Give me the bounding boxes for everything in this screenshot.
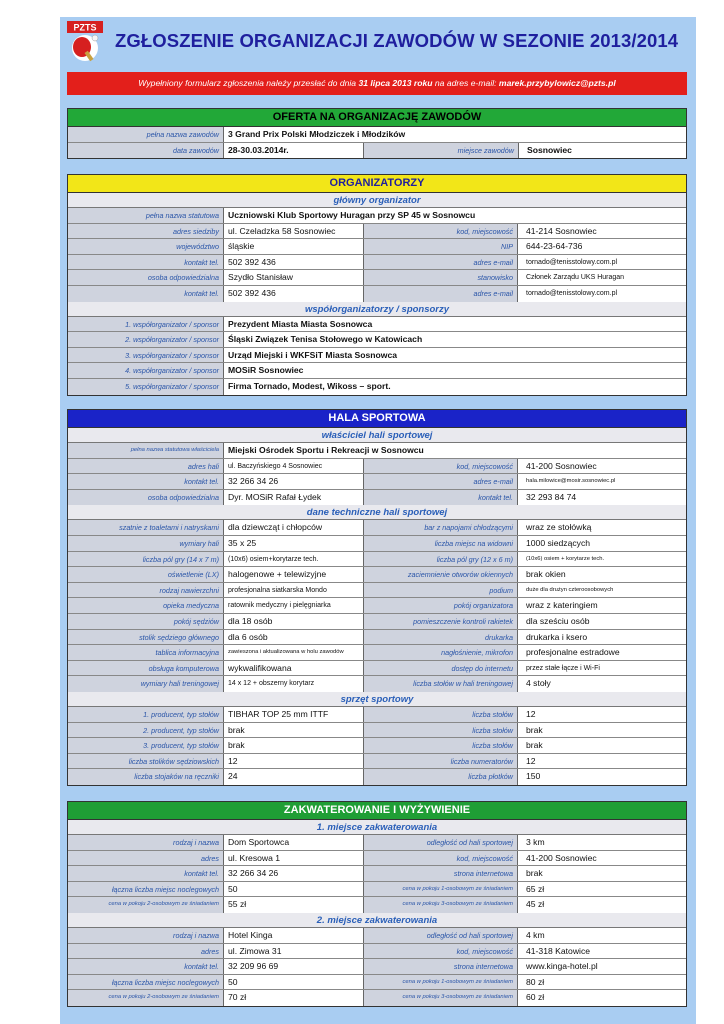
equipment-label: liczba stojaków na ręczniki — [68, 769, 224, 785]
accommodation-2-field-secondary[interactable]: 80 zł — [526, 976, 545, 987]
co-organizers-subheader: współorganizatorzy / sponsorzy — [68, 302, 686, 317]
hall-tech-label-secondary: dostęp do internetu — [364, 661, 518, 676]
hall-owner-label-secondary: adres e-mail — [364, 474, 518, 489]
organizer-label-secondary: stanowisko — [364, 270, 518, 285]
offer-place-field[interactable]: Sosnowiec — [527, 144, 572, 155]
sponsor-label: 3. współorganizator / sponsor — [68, 348, 224, 363]
accommodation-1-row — [68, 897, 686, 913]
organizer-field-secondary[interactable]: Członek Zarządu UKS Huragan — [526, 274, 625, 282]
hall-tech-row — [68, 520, 686, 536]
hall-tech-label: pokój sędziów — [68, 614, 224, 629]
organizer-label-secondary: NIP — [364, 239, 518, 254]
accommodation-2-label-secondary: cena w pokoju 3-osobowym ze śniadaniem — [364, 990, 518, 1006]
accommodation-2-label: rodzaj i nazwa — [68, 928, 224, 943]
offer-section — [67, 108, 687, 159]
organizer-row — [68, 270, 686, 286]
hall-tech-label: wymiary hali treningowej — [68, 676, 224, 692]
notice-email: marek.przybylowicz@pzts.pl — [498, 78, 616, 88]
organizer-label-secondary: adres e-mail — [364, 255, 518, 270]
equipment-row — [68, 707, 686, 723]
hall-owner-subheader: właściciel hali sportowej — [68, 428, 686, 443]
accommodation-2-label: cena w pokoju 2-osobowym ze śniadaniem — [68, 990, 224, 1006]
hall-owner-row — [68, 459, 686, 475]
organizer-row — [68, 239, 686, 255]
hall-tech-row — [68, 661, 686, 677]
hall-tech-field[interactable]: profesjonalna siatkarska Mondo — [224, 583, 364, 598]
accommodation-header: ZAKWATEROWANIE I WYŻYWIENIE — [68, 802, 686, 820]
accommodation-1-field[interactable]: Dom Sportowca — [224, 835, 364, 850]
hall-tech-label-secondary: zaciemnienie otworów okiennych — [364, 567, 518, 582]
sponsor-label: 1. współorganizator / sponsor — [68, 317, 224, 332]
accommodation-1-row — [68, 882, 686, 898]
organizer-label-secondary: kod, miejscowość — [364, 224, 518, 239]
sponsor-field[interactable]: Firma Tornado, Modest, Wikoss – sport. — [228, 380, 391, 391]
hall-tech-field[interactable]: zawieszona i aktualizowana w holu zawodów — [224, 645, 364, 660]
equipment-row — [68, 754, 686, 770]
organizer-field[interactable]: śląskie — [224, 239, 364, 254]
hall-tech-label: oświetlenie (LX) — [68, 567, 224, 582]
sponsor-label: 4. współorganizator / sponsor — [68, 363, 224, 378]
offer-date-field[interactable]: 28-30.03.2014r. — [224, 143, 364, 159]
accommodation-2-label-secondary: cena w pokoju 1-osobowym ze śniadaniem — [364, 975, 518, 990]
hall-owner-field-secondary[interactable]: hala.milowice@mosir.sosnowiec.pl — [526, 478, 616, 485]
hall-tech-field[interactable]: dla 6 osób — [224, 630, 364, 645]
hall-header: HALA SPORTOWA — [68, 410, 686, 428]
equipment-field-secondary[interactable]: brak — [526, 740, 543, 751]
organizer-label: kontakt tel. — [68, 255, 224, 270]
equipment-label-secondary: liczba stołów — [364, 707, 518, 722]
accommodation-1-label-secondary: cena w pokoju 3-osobowym ze śniadaniem — [364, 897, 518, 913]
accommodation-2-label: łączna liczba miejsc noclegowych — [68, 975, 224, 990]
accommodation-1-row — [68, 851, 686, 867]
organizer-label: województwo — [68, 239, 224, 254]
accommodation-2-label-secondary: odległość od hali sportowej — [364, 928, 518, 943]
accommodation-2-row — [68, 959, 686, 975]
hall-owner-label: kontakt tel. — [68, 474, 224, 489]
accommodation-1-label-secondary: kod, miejscowość — [364, 851, 518, 866]
offer-name-row — [68, 127, 686, 143]
equipment-row — [68, 769, 686, 785]
accommodation-2-row — [68, 928, 686, 944]
organizer-field[interactable]: ul. Czeladzka 58 Sosnowiec — [224, 224, 364, 239]
notice-middle: na adres e-mail: — [432, 78, 499, 88]
hall-tech-field-secondary[interactable]: dla sześciu osób — [526, 615, 590, 626]
accommodation-2-label-secondary: kod, miejscowość — [364, 944, 518, 959]
accommodation-1-field[interactable]: 55 zł — [224, 897, 364, 913]
hall-tech-field-secondary[interactable]: przez stałe łącze i Wi-Fi — [526, 664, 600, 672]
hall-tech-label-secondary: podium — [364, 583, 518, 598]
organizer-row — [68, 255, 686, 271]
hall-tech-field[interactable]: 35 x 25 — [224, 536, 364, 551]
accommodation-2-row — [68, 975, 686, 991]
hall-tech-field-secondary[interactable]: brak okien — [526, 569, 566, 580]
accommodation-1-field-secondary[interactable]: 41-200 Sosnowiec — [526, 852, 597, 863]
hall-owner-label: adres hali — [68, 459, 224, 474]
organizer-row — [68, 208, 686, 224]
hall-section — [67, 409, 687, 786]
hall-tech-label-secondary: nagłośnienie, mikrofon — [364, 645, 518, 660]
accommodation-2-field-secondary[interactable]: 60 zł — [526, 992, 545, 1003]
hall-tech-label-secondary: liczba stołów w hali treningowej — [364, 676, 518, 692]
equipment-label: 2. producent, typ stołów — [68, 723, 224, 738]
equipment-label-secondary: liczba numeratorów — [364, 754, 518, 769]
notice-date: 31 lipca 2013 roku — [358, 78, 433, 88]
hall-owner-row — [68, 443, 686, 459]
accommodation-1-field-secondary[interactable]: 3 km — [526, 837, 545, 847]
accommodation-1-row — [68, 835, 686, 851]
equipment-field-secondary[interactable]: brak — [526, 724, 543, 735]
hall-tech-field-secondary[interactable]: duże dla drużyn czteroosobowych — [526, 586, 614, 593]
accommodation-2-field[interactable]: 70 zł — [224, 990, 364, 1006]
sponsor-label: 2. współorganizator / sponsor — [68, 332, 224, 347]
hall-tech-label-secondary: bar z napojami chłodzącymi — [364, 520, 518, 535]
sponsor-field[interactable]: Urząd Miejski i WKFSiT Miasta Sosnowca — [228, 349, 398, 360]
equipment-label-secondary: liczba stołów — [364, 723, 518, 738]
pzts-logo — [65, 21, 105, 63]
accommodation-2-field-secondary[interactable]: 4 km — [526, 929, 545, 940]
hall-owner-row — [68, 490, 686, 506]
accommodation-1-field-secondary[interactable]: brak — [526, 868, 543, 879]
accommodation-2-field[interactable]: 32 209 96 69 — [224, 959, 364, 974]
hall-tech-field[interactable]: wykwalifikowana — [224, 661, 364, 676]
accommodation-2-subheader: 2. miejsce zakwaterowania — [68, 913, 686, 928]
accommodation-1-row — [68, 866, 686, 882]
sponsor-field[interactable]: Śląski Związek Tenisa Stołowego w Katowicach — [228, 334, 423, 345]
accommodation-1-field-secondary[interactable]: 45 zł — [526, 899, 545, 910]
hall-owner-field-secondary[interactable]: 41-200 Sosnowiec — [526, 460, 597, 471]
hall-owner-field-secondary[interactable]: 32 293 84 74 — [526, 491, 577, 502]
organizer-field[interactable]: 502 392 436 — [224, 255, 364, 270]
hall-tech-row — [68, 645, 686, 661]
hall-tech-label-secondary: liczba miejsc na widowni — [364, 536, 518, 551]
organizer-label: pełna nazwa statutowa — [68, 208, 224, 223]
hall-owner-field[interactable]: ul. Baczyńskiego 4 Sosnowiec — [224, 459, 364, 474]
accommodation-1-label: rodzaj i nazwa — [68, 835, 224, 850]
accommodation-1-label: cena w pokoju 2-osobowym ze śniadaniem — [68, 897, 224, 913]
offer-name-field[interactable]: 3 Grand Prix Polski Młodziczek i Młodzików — [228, 129, 406, 139]
hall-tech-label: rodzaj nawierzchni — [68, 583, 224, 598]
sponsor-row — [68, 379, 686, 395]
accommodation-1-label-secondary: strona internetowa — [364, 866, 518, 881]
offer-date-row — [68, 143, 686, 159]
sponsor-row — [68, 348, 686, 364]
hall-owner-field[interactable]: Miejski Ośrodek Sportu i Rekreacji w Sosnowcu — [228, 445, 424, 455]
main-organizer-subheader: główny organizator — [68, 193, 686, 208]
equipment-field-secondary[interactable]: 12 — [526, 708, 536, 719]
equipment-label-secondary: liczba stołów — [364, 738, 518, 753]
accommodation-2-field[interactable]: Hotel Kinga — [224, 928, 364, 943]
equipment-field[interactable]: brak — [224, 738, 364, 753]
organizer-field-secondary[interactable]: 644-23-64-736 — [526, 241, 583, 252]
organizer-row — [68, 286, 686, 302]
organizers-section — [67, 174, 687, 396]
hall-tech-label: wymiary hali — [68, 536, 224, 551]
sponsor-row — [68, 332, 686, 348]
hall-tech-label-secondary: pokój organizatora — [364, 598, 518, 613]
hall-owner-label: pełna nazwa statutowa właściciela — [68, 443, 224, 458]
accommodation-1-subheader: 1. miejsce zakwaterowania — [68, 820, 686, 835]
accommodation-2-field[interactable]: 50 — [224, 975, 364, 990]
hall-owner-field[interactable]: Dyr. MOSiR Rafał Łydek — [224, 490, 364, 506]
equipment-field-secondary[interactable]: 12 — [526, 755, 536, 766]
notice-prefix: Wypełniony formularz zgłoszenia należy przesłać do dnia — [138, 78, 359, 88]
hall-tech-row — [68, 614, 686, 630]
hall-tech-row — [68, 567, 686, 583]
equipment-row — [68, 738, 686, 754]
hall-tech-label: szatnie z toaletami i natryskami — [68, 520, 224, 535]
equipment-label: 1. producent, typ stołów — [68, 707, 224, 722]
accommodation-section — [67, 801, 687, 1007]
accommodation-1-label: kontakt tel. — [68, 866, 224, 881]
organizer-field[interactable]: Szydło Stanisław — [224, 270, 364, 285]
organizer-field-secondary[interactable]: tornado@tenisstolowy.com.pl — [526, 289, 618, 297]
hall-tech-field-secondary[interactable]: wraz z kateringiem — [526, 600, 598, 611]
hall-tech-label: opieka medyczna — [68, 598, 224, 613]
equipment-label: liczba stolików sędziowskich — [68, 754, 224, 769]
hall-tech-field-secondary[interactable]: drukarka i ksero — [526, 631, 588, 642]
equipment-subheader: sprzęt sportowy — [68, 692, 686, 707]
hall-tech-field[interactable]: halogenowe + telewizyjne — [224, 567, 364, 582]
hall-tech-row — [68, 676, 686, 692]
logo-text: PZTS — [73, 22, 97, 33]
accommodation-2-label-secondary: strona internetowa — [364, 959, 518, 974]
hall-tech-field-secondary[interactable]: 4 stoły — [526, 678, 551, 689]
sponsor-field[interactable]: MOSiR Sosnowiec — [228, 365, 304, 376]
organizer-field[interactable]: Uczniowski Klub Sportowy Huragan przy SP 45 w Sosnowcu — [228, 210, 476, 220]
offer-header: OFERTA NA ORGANIZACJĘ ZAWODÓW — [68, 109, 686, 127]
equipment-field-secondary[interactable]: 150 — [526, 771, 541, 782]
organizer-field[interactable]: 502 392 436 — [224, 286, 364, 302]
organizer-field-secondary[interactable]: 41-214 Sosnowiec — [526, 225, 597, 236]
hall-tech-field[interactable]: ratownik medyczny i pielęgniarka — [224, 598, 364, 613]
hall-tech-row — [68, 598, 686, 614]
hall-tech-field-secondary[interactable]: 1000 siedzących — [526, 537, 591, 548]
offer-name-label: pełna nazwa zawodów — [68, 127, 224, 142]
hall-tech-label-secondary: pomieszczenie kontroli rakietek — [364, 614, 518, 629]
hall-tech-field[interactable]: dla dziewcząt i chłopców — [224, 520, 364, 535]
sponsor-row — [68, 317, 686, 333]
equipment-field[interactable]: 24 — [224, 769, 364, 785]
page-title: ZGŁOSZENIE ORGANIZACJI ZAWODÓW W SEZONIE 2013/2014 — [115, 30, 679, 51]
accommodation-1-field[interactable]: 32 266 34 26 — [224, 866, 364, 881]
accommodation-1-label-secondary: cena w pokoju 1-osobowym ze śniadaniem — [364, 882, 518, 897]
hall-tech-field-secondary[interactable]: (10x6) osiem + korytarze tech. — [526, 555, 605, 562]
accommodation-1-label: adres — [68, 851, 224, 866]
hall-tech-label: obsługa komputerowa — [68, 661, 224, 676]
accommodation-2-row — [68, 944, 686, 960]
hall-owner-label-secondary: kontakt tel. — [364, 490, 518, 506]
hall-tech-label: liczba pól gry (14 x 7 m) — [68, 552, 224, 567]
deadline-notice — [67, 72, 687, 95]
organizers-header: ORGANIZATORZY — [68, 175, 686, 193]
hall-owner-label: osoba odpowiedzialna — [68, 490, 224, 506]
hall-tech-label-secondary: liczba pól gry (12 x 6 m) — [364, 552, 518, 567]
accommodation-1-field[interactable]: ul. Kresowa 1 — [224, 851, 364, 866]
hall-tech-label: tablica informacyjna — [68, 645, 224, 660]
accommodation-1-label: łączna liczba miejsc noclegowych — [68, 882, 224, 897]
hall-tech-field-secondary[interactable]: profesjonalne estradowe — [526, 647, 620, 658]
organizer-label: adres siedziby — [68, 224, 224, 239]
offer-place-label: miejsce zawodów — [364, 143, 519, 159]
hall-tech-field[interactable]: 14 x 12 + obszerny korytarz — [224, 676, 364, 692]
organizer-field-secondary[interactable]: tornado@tenisstolowy.com.pl — [526, 258, 618, 266]
organizer-label: kontakt tel. — [68, 286, 224, 302]
equipment-field[interactable]: 12 — [224, 754, 364, 769]
accommodation-1-field[interactable]: 50 — [224, 882, 364, 897]
hall-tech-field-secondary[interactable]: wraz ze stołówką — [526, 522, 592, 533]
hall-tech-label-secondary: drukarka — [364, 630, 518, 645]
sponsor-field[interactable]: Prezydent Miasta Miasta Sosnowca — [228, 318, 373, 329]
sponsor-label: 5. współorganizator / sponsor — [68, 379, 224, 395]
equipment-label: 3. producent, typ stołów — [68, 738, 224, 753]
equipment-label-secondary: liczba płotków — [364, 769, 518, 785]
hall-tech-field[interactable]: (10x6) osiem+korytarze tech. — [224, 552, 364, 567]
equipment-row — [68, 723, 686, 739]
accommodation-1-label-secondary: odległość od hali sportowej — [364, 835, 518, 850]
organizer-label-secondary: adres e-mail — [364, 286, 518, 302]
hall-tech-label: stolik sędziego głównego — [68, 630, 224, 645]
organizer-row — [68, 224, 686, 240]
hall-tech-field[interactable]: dla 18 osób — [224, 614, 364, 629]
hall-tech-row — [68, 630, 686, 646]
hall-tech-row — [68, 536, 686, 552]
accommodation-1-field-secondary[interactable]: 65 zł — [526, 883, 545, 894]
offer-date-label: data zawodów — [68, 143, 224, 159]
hall-tech-row — [68, 552, 686, 568]
accommodation-2-field-secondary[interactable]: 41-318 Katowice — [526, 945, 591, 956]
accommodation-2-label: kontakt tel. — [68, 959, 224, 974]
accommodation-2-field[interactable]: ul. Zimowa 31 — [224, 944, 364, 959]
hall-owner-field[interactable]: 32 266 34 26 — [224, 474, 364, 489]
hall-owner-row — [68, 474, 686, 490]
hall-owner-label-secondary: kod, miejscowość — [364, 459, 518, 474]
hall-tech-row — [68, 583, 686, 599]
hall-tech-subheader: dane techniczne hali sportowej — [68, 505, 686, 520]
equipment-field[interactable]: TIBHAR TOP 25 mm ITTF — [224, 707, 364, 722]
organizer-label: osoba odpowiedzialna — [68, 270, 224, 285]
equipment-field[interactable]: brak — [224, 723, 364, 738]
accommodation-2-row — [68, 990, 686, 1006]
sponsor-row — [68, 363, 686, 379]
accommodation-2-field-secondary[interactable]: www.kinga-hotel.pl — [526, 961, 598, 972]
accommodation-2-label: adres — [68, 944, 224, 959]
